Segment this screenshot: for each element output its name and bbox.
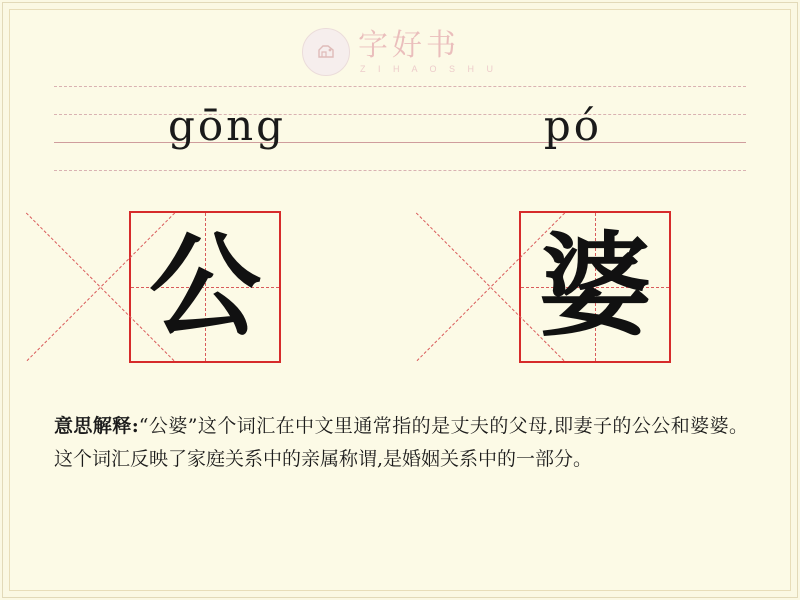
character-grid-row	[10, 206, 790, 368]
staff-line-4	[54, 170, 746, 171]
pinyin-staff	[54, 86, 746, 170]
character-cell-2	[400, 206, 790, 368]
pinyin-cell-1	[54, 86, 400, 170]
pinyin-row	[54, 86, 746, 170]
pinyin-text: pó	[543, 101, 603, 150]
character-glyph: 公	[149, 222, 261, 352]
pinyin-text: gōng	[167, 101, 287, 150]
character-cell-1	[10, 206, 400, 368]
brand-logo	[10, 24, 790, 80]
explanation-text: “公婆”这个词汇在中文里通常指的是丈夫的父母,即妻子的公公和婆婆。这个词汇反映了家庭关系中的亲属称谓,是婚姻关系中的一部分。	[54, 415, 749, 470]
explanation-label: 意思解释:	[54, 415, 139, 437]
character-glyph: 婆	[539, 222, 651, 352]
explanation-block	[54, 410, 748, 475]
seal-horse-icon	[302, 28, 350, 76]
brand-text	[358, 30, 498, 74]
page-inner-border	[9, 9, 791, 591]
tianzige-box	[519, 211, 671, 363]
brand-title: 字好书	[357, 28, 460, 64]
brand-subtitle: Z I H A O S H U	[359, 63, 498, 74]
tianzige-box	[129, 211, 281, 363]
pinyin-cell-2	[400, 86, 746, 170]
